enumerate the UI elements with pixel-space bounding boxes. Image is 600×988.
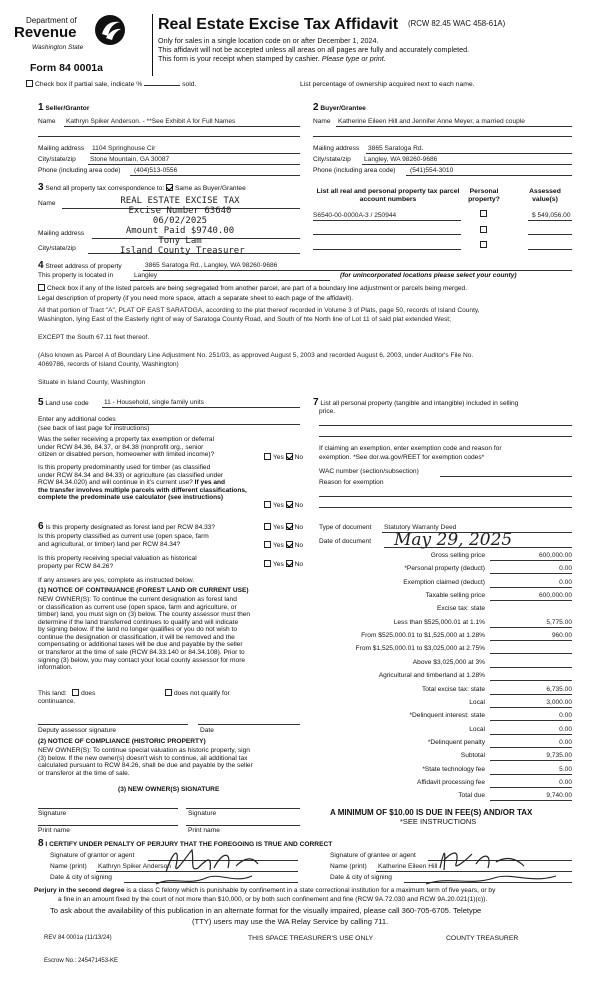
owner-sig-line-1 <box>38 808 178 809</box>
sec6-q2-line-2: and agricultural, or timber) land per RCW 84.34? <box>38 540 181 548</box>
sec6-q3-yes-box[interactable] <box>264 560 271 567</box>
seller-name-line <box>64 126 300 127</box>
form-title: Real Estate Excise Tax Affidavit <box>158 16 399 33</box>
stamp-line-2: Excise Number 63640 <box>128 206 232 217</box>
totals-value[interactable]: 0.00 <box>559 739 572 746</box>
partial-sale-percent-field[interactable] <box>144 85 180 86</box>
totals-line <box>490 587 572 588</box>
land-use-line <box>102 407 300 408</box>
header-divider <box>152 14 153 76</box>
totals-label: From $525,000.01 to $1,525,000 at 1.28% <box>361 632 485 639</box>
totals-line <box>490 627 572 628</box>
assessed-line-2 <box>528 234 572 235</box>
sec5-q2-yes: Yes <box>273 502 284 509</box>
dept-name: Revenue <box>14 24 77 41</box>
totals-line <box>490 707 572 708</box>
totals-label: Exemption claimed (deduct) <box>403 579 485 586</box>
totals-label: *Personal property (deduct) <box>404 565 485 572</box>
sec6-q1-yes-box[interactable] <box>264 523 271 530</box>
personal-property-checkbox-2[interactable] <box>480 226 487 233</box>
sec5-q1-line-2: under RCW 84.36, 84.37, or 84.38 (nonprofit org., senior <box>38 443 204 451</box>
sec5-q2-line-3: RCW 84.34.020) and will continue in it's current use? <box>38 479 193 487</box>
seller-name-line-2 <box>38 136 300 137</box>
totals-line <box>490 600 572 601</box>
notice2-line-2: (3) below. If the new owner(s) doesn't wish to continue, all additional tax <box>38 754 248 762</box>
seller-city-label: City/state/zip <box>38 156 76 163</box>
does-not-label: does not qualify for <box>174 690 230 697</box>
totals-value[interactable]: 3,000.00 <box>546 699 572 706</box>
seller-city-line <box>88 164 300 165</box>
sec5-q2-answer <box>264 501 303 510</box>
sec5-q2-line-1: Is this property predominantly used for timber (as classified <box>38 464 211 471</box>
perjury-bold: Perjury in the second degree <box>34 887 125 894</box>
totals-line <box>490 734 572 735</box>
sec3-text: Send all property tax correspondence to: <box>45 185 165 192</box>
segregated-row <box>38 284 467 293</box>
legal-line-6: Situate in Island County, Washington <box>38 379 146 386</box>
sec5-q2-yes-box[interactable] <box>264 501 271 508</box>
sec5-q1-line-3: citizen or disabled person, homeowner with limited income)? <box>38 451 215 459</box>
stamp-line-6: Island County Treasurer <box>120 246 245 257</box>
notice1-title: (1) NOTICE OF CONTINUANCE (FOREST LAND OR CURRENT USE) <box>38 587 249 594</box>
totals-value[interactable]: 0.00 <box>559 712 572 719</box>
totals-value[interactable]: 600,000.00 <box>538 592 572 599</box>
sec6-q2-yes: Yes <box>273 542 284 549</box>
totals-line <box>490 560 572 561</box>
stamp-line-5: Tony Lam <box>158 236 202 247</box>
totals-value[interactable]: 9,735.00 <box>546 752 572 759</box>
sec5-q2-ifyes: If yes and <box>194 479 226 487</box>
buyer-heading-text: Buyer/Grantee <box>320 105 366 112</box>
totals-line <box>490 774 572 775</box>
sec8-number: 8 <box>38 838 44 849</box>
notice1-line-1: NEW OWNER(S): To continue the current designation as forest land <box>38 596 237 603</box>
totals-value[interactable]: 600,000.00 <box>538 552 572 559</box>
grantee-signature <box>420 840 570 890</box>
sec6-q2-answer <box>264 541 303 550</box>
owner-signature-label-2: Signature <box>188 810 217 817</box>
totals-label: Total due <box>458 792 485 799</box>
totals-label: Subtotal <box>460 752 485 759</box>
reason-line-2 <box>319 507 572 508</box>
legal-line-1: All that portion of Tract "A", PLAT OF EAST SARATOGA, according to the plat thereof recorded in Volume 3 of Plats, page 50, records of Island County, <box>38 307 480 314</box>
notice1-body <box>38 596 250 672</box>
legal-line-3: EXCEPT the South 67.11 feet thereof. <box>38 334 150 341</box>
does-checkbox[interactable] <box>72 689 79 696</box>
totals-line <box>490 680 572 681</box>
grantor-name-label: Name (print) <box>50 863 87 870</box>
totals-line <box>490 573 572 574</box>
county-treasurer: COUNTY TREASURER <box>446 935 519 942</box>
certify-text: I CERTIFY UNDER PENALTY OF PERJURY THAT THE FOREGOING IS TRUE AND CORRECT <box>45 841 333 848</box>
sec3-city-label: City/state/zip <box>38 245 76 252</box>
sec7-line-1 <box>319 425 572 426</box>
located-line <box>130 280 330 281</box>
seller-heading <box>38 102 89 114</box>
sec5-q1-yes: Yes <box>273 454 284 461</box>
parcel-number[interactable]: S6540-00-0000A-3 / 250944 <box>313 212 397 219</box>
sec6-q1: Is this property designated as forest land per RCW 84.33? <box>45 524 216 531</box>
minimum-due: A MINIMUM OF $10.00 IS DUE IN FEE(S) AND/OR TAX <box>330 808 533 817</box>
sec6-q3-yes: Yes <box>273 561 284 568</box>
owner-sig-line-2 <box>186 808 300 809</box>
seller-mailing-value[interactable]: 1104 Springhouse Cir <box>92 145 156 152</box>
partial-sale-suffix: sold. <box>182 81 197 88</box>
parcel-line-1 <box>313 220 461 221</box>
totals-label: *Delinquent interest: state <box>409 712 485 719</box>
located-value[interactable]: Langley <box>134 272 158 279</box>
segregated-text: Check box if any of the listed parcels are being segregated from another parcel, are part of a boundary line adjustment or parcels being merged. <box>47 285 468 292</box>
notice1-line-6: continue the designation or classification, it will be removed and the <box>38 633 235 641</box>
totals-label: Agricultural and timberland at 1.28% <box>378 672 485 679</box>
sec5-q1-yes-box[interactable] <box>264 453 271 460</box>
seller-phone-label: Phone (including area code) <box>38 167 121 174</box>
owner-signature-label-1: Signature <box>38 810 67 817</box>
totals-label: Local <box>469 699 485 706</box>
header-note-2: This affidavit will not be accepted unless all areas on all pages are fully and accurately completed. <box>158 45 470 54</box>
personal-col-header: Personal property? <box>468 188 500 203</box>
treasurer-space: THIS SPACE TREASURER'S USE ONLY <box>248 935 374 942</box>
buyer-city-line <box>362 164 572 165</box>
parcel-line-3 <box>313 249 461 250</box>
sec3-heading <box>38 182 246 194</box>
assessed-line-3 <box>528 249 572 250</box>
sec6-q3-line-1: Is this property receiving special valuation as historical <box>38 555 197 562</box>
sec4-address-row <box>38 260 122 272</box>
totals-value[interactable]: 0.00 <box>559 579 572 586</box>
buyer-name-line-2 <box>313 136 572 137</box>
sec5-q2-line-4: the transfer involves multiple parcels with different classifications, <box>38 486 247 494</box>
deputy-date-line <box>198 724 300 725</box>
buyer-name-label: Name <box>313 118 331 125</box>
sec5-number: 5 <box>38 397 44 408</box>
sec5-q1-answer <box>264 453 303 462</box>
assessed-value[interactable]: $ 549,056.00 <box>532 212 571 219</box>
sec7-exempt-1: If claiming an exemption, enter exemption code and reason for <box>319 445 502 452</box>
notice1-line-9: signing (3) below, you may contact your local county assessor for more <box>38 656 246 664</box>
located-note: (for unincorporated locations please select your county) <box>340 272 517 279</box>
seller-phone-line <box>130 175 300 176</box>
doc-date-line <box>384 547 572 548</box>
deputy-date-label: Date <box>200 727 214 734</box>
access-line-1: To ask about the availability of this publication in an alternate format for the visually impaired, please call 360-705-6705. Teletype <box>50 906 482 915</box>
totals-line <box>490 747 572 748</box>
totals-label: *State technology fee <box>422 766 485 773</box>
partial-sale-row <box>26 80 196 89</box>
notice2-line-4: or transferor at the time of sale. <box>38 769 130 777</box>
totals-line <box>490 760 572 761</box>
parcel-line-2 <box>313 234 461 235</box>
sec7-text-2: price. <box>319 408 336 415</box>
owner-print-label-2: Print name <box>188 827 220 834</box>
totals-label: Affidavit processing fee <box>416 779 485 786</box>
segregated-checkbox[interactable] <box>38 284 45 291</box>
buyer-mailing-value[interactable]: 3865 Saratoga Rd. <box>368 145 424 152</box>
form-number: Form 84 0001a <box>30 62 103 74</box>
totals-label: Above $3,025,000 at 3% <box>412 659 485 666</box>
notice2-title: (2) NOTICE OF COMPLIANCE (HISTORIC PROPERTY) <box>38 738 206 745</box>
legal-line-4: (Also known as Parcel A of Boundary Line Adjustment No. 251/03, as approved August 5, 2003 and recorded August 6, 2003, under Auditor's File No. <box>38 352 474 359</box>
buyer-mailing-label: Mailing address <box>313 145 360 152</box>
sec6-q3-answer <box>264 560 303 569</box>
buyer-phone-value[interactable]: (541)554-3010 <box>410 167 454 174</box>
sec5-q2 <box>38 464 247 502</box>
notice1-line-3: timber) land, you must sign on (3) below. The county assessor must then <box>38 611 251 619</box>
treasurer-stamp <box>120 196 245 257</box>
does-label: does <box>81 690 96 697</box>
notice1-line-8: or transferor at the time of sale (RCW 84.33.140 or 84.34.108). Prior to <box>38 649 245 657</box>
sec7-number: 7 <box>313 397 319 408</box>
buyer-city-value[interactable]: Langley, WA 98260-9686 <box>364 156 438 163</box>
sec7-heading <box>313 397 518 409</box>
grantee-sig-label: Signature of grantee or agent <box>330 852 416 859</box>
notice2-body <box>38 747 253 777</box>
buyer-heading <box>313 102 366 114</box>
sec3-number: 3 <box>38 182 44 193</box>
escrow-number: Escrow No.: 245471453-KE <box>44 958 119 964</box>
sec6-q2-no-box[interactable] <box>286 541 293 548</box>
sec6-q3-no-box[interactable] <box>286 560 293 567</box>
sec6-number: 6 <box>38 521 44 532</box>
sec5-q2-line-2: under RCW 84.34 and 84.33) or agriculture (as classified under <box>38 471 224 479</box>
totals-line <box>490 694 572 695</box>
sec4-address-label: Street address of property <box>45 263 122 270</box>
grantor-date-label: Date & city of signing <box>50 874 112 881</box>
sec5-q1-no-box[interactable] <box>286 453 293 460</box>
seller-mailing-line <box>90 153 300 154</box>
notice1-line-4: determine if the land transferred continues to qualify and will indicate <box>38 618 239 626</box>
sec3-name-label: Name <box>38 200 56 207</box>
grantor-signature <box>148 842 288 890</box>
grantee-date-label: Date & city of signing <box>330 874 392 881</box>
buyer-name-line <box>336 126 572 127</box>
personal-property-checkbox-1[interactable] <box>480 210 487 217</box>
totals-line <box>490 800 572 801</box>
notice1-line-2: or classification as current use (open space, farm and agriculture, or <box>38 603 237 611</box>
notice1-line-10: information. <box>38 664 73 672</box>
grantee-name-label: Name (print) <box>330 863 367 870</box>
totals-value[interactable]: 0.00 <box>559 726 572 733</box>
totals-value[interactable]: 5,775.00 <box>546 619 572 626</box>
sec6-q2-line-1: Is this property classified as current use (open space, farm <box>38 533 209 540</box>
perjury-text-1: is a class C felony which is punishable by confinement in a state correctional institution for a maximum term of five years, or by <box>124 887 496 894</box>
continuance-label: continuance. <box>38 698 76 705</box>
totals-line <box>490 653 572 654</box>
totals-value[interactable]: 960.00 <box>551 632 572 639</box>
deputy-line <box>38 724 188 725</box>
assessed-col-header: Assessed value(s) <box>529 188 561 203</box>
grantor-name-value[interactable]: Kathryn Spiker Anderson <box>98 863 171 870</box>
sec6-q3-no: No <box>294 561 304 568</box>
stamp-line-1: REAL ESTATE EXCISE TAX <box>120 196 240 206</box>
grantee-name-value[interactable]: Katherine Eileen Hill <box>378 863 438 870</box>
totals-value[interactable]: 0.00 <box>559 565 572 572</box>
totals-line <box>490 787 572 788</box>
seller-mailing-label: Mailing address <box>38 145 85 152</box>
stamp-line-3: 06/02/2025 <box>152 216 208 227</box>
sec5-q1-no: No <box>294 454 304 461</box>
buyer-city-label: City/state/zip <box>313 156 351 163</box>
this-land-row <box>38 689 95 698</box>
sec5-q2-no: No <box>294 502 304 509</box>
header-note-1: Only for sales in a single location code on or after December 1, 2024. <box>158 36 379 45</box>
seller-phone-value[interactable]: (404)513-0556 <box>134 167 178 174</box>
perjury-line-1 <box>34 887 495 895</box>
header-note-italic: Please type or print. <box>321 54 386 63</box>
property-address[interactable]: 3865 Saratoga Rd., Langley, WA 98260-9686 <box>145 262 278 269</box>
wac-label: WAC number (section/subsection) <box>319 468 419 475</box>
buyer-phone-line <box>406 175 572 176</box>
sec6-q1-row <box>38 521 215 533</box>
notice1-line-5: by signing below. If the land no longer qualifies or you do not wish to <box>38 626 238 634</box>
sec4-number: 4 <box>38 260 44 271</box>
seller-name-label: Name <box>38 118 56 125</box>
sec6-q1-answer <box>264 523 303 532</box>
doc-date-label: Date of document <box>319 538 372 545</box>
sec6-q2-no: No <box>294 542 304 549</box>
stamp-line-4: Amount Paid $9740.00 <box>125 226 235 237</box>
perjury-line-2: a fine in an amount fixed by the court of not more than $10,000, or by both such confinement and fine (RCW 9A.72.030 and RCW 9A.20.021(1)(c)). <box>58 896 488 903</box>
dor-logo <box>14 14 124 62</box>
sec6-q3 <box>38 555 197 570</box>
assessed-line-1 <box>528 220 572 221</box>
totals-value[interactable]: 0.00 <box>559 779 572 786</box>
buyer-mailing-line <box>366 153 572 154</box>
addl-codes-note: (see back of last page for instructions) <box>38 425 150 432</box>
owner-print-line-1 <box>38 825 178 826</box>
totals-label: From $1,525,000.01 to $3,025,000 at 2.75% <box>355 645 485 652</box>
land-use-code[interactable]: 11 - Household, single family units <box>104 399 204 406</box>
sec7-text-1: List all personal property (tangible and intangible) included in selling <box>320 400 519 407</box>
legal-line-5: 4069786, records of Island County, Washington) <box>38 361 179 368</box>
property-address-line <box>143 270 572 271</box>
totals-line <box>490 640 572 641</box>
totals-line <box>490 720 572 721</box>
seller-name-value[interactable]: Kathryn Spiker Anderson. - **See Exhibit A for Full Names <box>66 118 236 125</box>
wac-line <box>440 476 572 477</box>
sec5-q1 <box>38 436 214 459</box>
doc-type-value[interactable]: Statutory Warranty Deed <box>384 524 457 531</box>
land-use-row <box>38 397 89 409</box>
totals-value[interactable]: 5.00 <box>559 766 572 773</box>
reason-label: Reason for exemption <box>319 479 384 486</box>
totals-label: Gross selling price <box>430 552 485 559</box>
totals-label: Less than $525,000.01 at 1.1% <box>393 619 485 626</box>
seller-city-value[interactable]: Stone Mountain, GA 30087 <box>90 156 170 163</box>
owner-print-label-1: Print name <box>38 827 70 834</box>
sec3-mailing-label: Mailing address <box>38 230 85 237</box>
sec7-exempt-2: exemption. *See dor.wa.gov/REET for exemption codes* <box>319 454 485 461</box>
addl-codes-label: Enter any additional codes <box>38 416 116 423</box>
same-as-buyer-checkbox[interactable] <box>166 184 173 191</box>
totals-label: *Delinquent penalty <box>427 739 485 746</box>
personal-property-checkbox-3[interactable] <box>480 241 487 248</box>
sec6-q1-no: No <box>294 524 304 531</box>
dept-state: Washington State <box>32 44 84 51</box>
notice2-line-1: NEW OWNER(S): To continue special valuation as historic property, sign <box>38 747 250 754</box>
doc-type-label: Type of document <box>319 524 372 531</box>
sec6-q1-no-box[interactable] <box>286 523 293 530</box>
totals-label: Taxable selling price <box>425 592 485 599</box>
sec6-q2 <box>38 533 209 548</box>
legal-line-2: Washington, lying East of the Easterly right of way of Saratoga County Road, and South of hte North line of Lot 11 of said plat extended West; <box>38 316 451 323</box>
does-not-checkbox[interactable] <box>165 689 172 696</box>
sec5-q1-line-1: Was the seller receiving a property tax exemption or deferral <box>38 436 215 443</box>
notice3-title: (3) NEW OWNER(S) SIGNATURE <box>118 786 220 793</box>
buyer-section-number: 2 <box>313 102 319 113</box>
header-note-3-text: This form is your receipt when stamped by cashier. <box>158 54 320 63</box>
sec6-q3-line-2: property per RCW 84.26? <box>38 562 114 570</box>
buyer-name-value[interactable]: Katherine Eileen Hill and Jennifer Anne Meyer, a married couple <box>338 118 525 125</box>
owner-print-line-2 <box>186 825 300 826</box>
same-as-buyer-label: Same as Buyer/Grantee <box>175 185 246 192</box>
sec6-q2-yes-box[interactable] <box>264 541 271 548</box>
buyer-phone-label: Phone (including area code) <box>313 167 396 174</box>
see-instructions: *SEE INSTRUCTIONS <box>400 817 477 826</box>
totals-line <box>490 667 572 668</box>
deputy-label: Deputy assessor signature <box>38 727 117 734</box>
revision: REV 84 0001a (11/13/24) <box>44 935 112 941</box>
access-line-2: (TTY) users may use the WA Relay Service by calling 711. <box>192 917 389 926</box>
doc-date-value[interactable]: May 29, 2025 <box>394 530 513 550</box>
located-label: This property is located in <box>38 272 114 279</box>
sec5-q2-line-5: complete the predominate use calculator (see instructions) <box>38 494 224 502</box>
does-not-row <box>165 689 230 698</box>
reason-line-1 <box>319 496 572 497</box>
totals-label: Excise tax: state <box>436 605 485 612</box>
revenue-swirl-icon <box>94 14 126 46</box>
totals-value[interactable]: 9,740.00 <box>546 792 572 799</box>
ownership-note: List percentage of ownership acquired next to each name. <box>300 81 475 88</box>
seller-section-number: 1 <box>38 102 44 113</box>
partial-sale-label: Check box if partial sale, indicate % <box>35 81 143 88</box>
this-land-label: This land: <box>38 690 67 697</box>
parcel-col-header: List all real and personal property tax parcel account numbers <box>316 188 460 203</box>
form-rcw: (RCW 82.45 WAC 458-61A) <box>408 19 506 28</box>
land-use-label: Land use code <box>45 400 89 407</box>
sec6-q1-yes: Yes <box>273 524 284 531</box>
sec6-ifyes: If any answers are yes, complete as instructed below. <box>38 577 195 584</box>
notice2-line-3: calculated pursuant to RCW 84.26, shall be due and payable by the seller <box>38 762 253 770</box>
seller-heading-text: Seller/Grantor <box>45 105 90 112</box>
sec5-q2-line-3-row <box>38 479 247 487</box>
sec7-line-2 <box>319 436 572 437</box>
totals-label: Total excise tax: state <box>421 686 485 693</box>
dept-line: Department of <box>26 16 77 25</box>
totals-label: Local <box>469 726 485 733</box>
partial-sale-checkbox[interactable] <box>26 80 33 87</box>
totals-value[interactable]: 6,735.00 <box>546 686 572 693</box>
legal-label: Legal description of property (if you need more space, attach a separate sheet to each page of the affidavit). <box>38 295 354 302</box>
sec5-q2-no-box[interactable] <box>286 501 293 508</box>
notice1-line-7: compensating or additional taxes will be due and payable by the seller <box>38 641 243 649</box>
header-note-3 <box>158 55 386 63</box>
grantor-sig-label: Signature of grantor or agent <box>50 852 135 859</box>
